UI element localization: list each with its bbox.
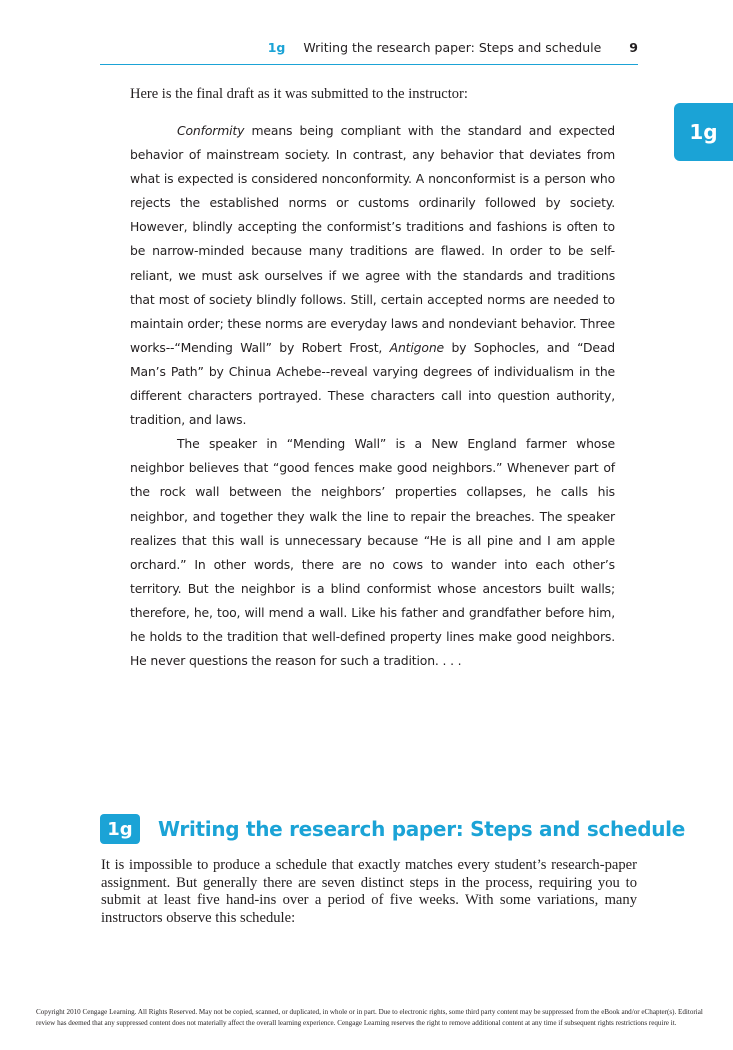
student-draft-excerpt (130, 119, 615, 673)
intro-line: Here is the final draft as it was submitted to the instructor: (130, 86, 468, 102)
section-heading-badge: 1g (100, 814, 140, 844)
draft-paragraph-1-text-a: means being compliant with the standard and expected behavior of mainstream society. In contrast, any behavior that deviates from what is expected is considered nonconformity. A nonconformist is a person who rejects the established norms or customs ordinarily followed by society. However, blindly accepting the conformist’s traditions and fashions is often to be narrow-minded because many traditions are flawed. In order to be self-reliant, we must ask ourselves if we agree with the standards and traditions that most of society blindly follows. Still, certain accepted norms are needed to maintain order; these norms are everyday laws and nondeviant behavior. Three works--“Mending Wall” by Robert Frost, (130, 123, 615, 355)
draft-term-conformity: Conformity (177, 123, 245, 138)
section-heading (100, 813, 685, 845)
running-head (100, 38, 638, 65)
running-head-text (268, 40, 638, 55)
running-head-title: Writing the research paper: Steps and schedule (303, 40, 602, 55)
section-side-tab: 1g (674, 103, 733, 161)
draft-paragraph-1 (130, 119, 615, 432)
body-paragraph: It is impossible to produce a schedule that exactly matches every student’s research-paper assignment. But generally there are seven distinct steps in the process, requiring you to submit at least five hand-ins over a period of five weeks. With some variations, many instructors observe this schedule: (101, 857, 637, 926)
page-number: 9 (629, 40, 638, 55)
section-heading-title: Writing the research paper: Steps and schedule (158, 817, 685, 841)
draft-title-antigone: Antigone (389, 339, 445, 355)
running-head-section-code: 1g (267, 40, 286, 55)
draft-paragraph-2: The speaker in “Mending Wall” is a New England farmer whose neighbor believes that “good fences make good neighbors.” Whenever part of the rock wall between the neighbors’ properties collapses, he calls his neighbor, and together they walk the line to repair the breaches. The speaker realizes that this wall is unnecessary because “He is all pine and I am apple orchard.” In other words, there are no cows to wander into each other’s territory. But the neighbor is a blind conformist whose ancestors built walls; therefore, he, too, will mend a wall. Like his father and grandfather before him, he holds to the tradition that well-defined property lines make good neighbors. He never questions the reason for such a tradition. . . . (130, 436, 615, 669)
copyright-notice: Copyright 2010 Cengage Learning. All Rights Reserved. May not be copied, scanned, or duplicated, in whole or in part. Due to electronic rights, some third party content may be suppressed from the eBook and/or eChapter(s). Editorial review has deemed that any suppressed content does not materially affect the overall learning experience. Cengage Learning reserves the right to remove additional content at any time if subsequent rights restrictions require it. (36, 1008, 703, 1027)
draft-paragraph-1-text-b: by Sophocles, and “Dead Man’s Path” by Chinua Achebe--reveal varying degrees of individualism in the different characters portrayed. These characters call into question authority, tradition, and laws. (130, 339, 615, 428)
